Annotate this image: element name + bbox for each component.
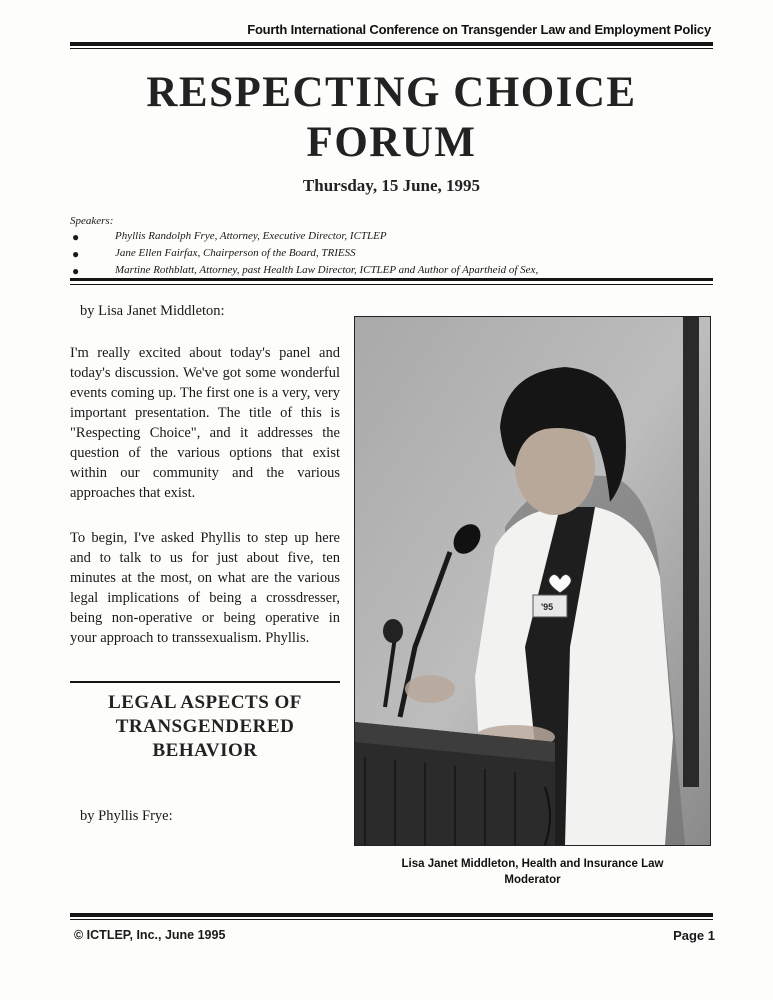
speakers-rule-thin — [70, 284, 713, 285]
paragraph-intro: I'm really excited about today's panel and today's discussion. We've got some wonderful events coming up. The first one is a very, very important presentation. The title of this is "Respecting Choice", and it addresses the question of the various options that exist within our community and the various approaches that exist. — [70, 345, 340, 501]
bullet-icon: ● — [72, 247, 80, 261]
speaker-item — [70, 247, 713, 261]
page-title — [70, 68, 713, 168]
event-date: Thursday, 15 June, 1995 — [302, 176, 481, 195]
caption-line: Lisa Janet Middleton, Health and Insurance Law — [401, 858, 664, 870]
title-line-1: RESPECTING CHOICE — [146, 69, 637, 116]
section-heading-line: TRANSGENDERED — [115, 716, 295, 737]
speaker-text: Jane Ellen Fairfax, Chairperson of the Board, TRIESS — [115, 247, 356, 259]
byline-frye: by Phyllis Frye: — [80, 808, 173, 824]
page-number — [673, 928, 715, 943]
section-heading-line: BEHAVIOR — [152, 740, 258, 761]
page-number-value: 1 — [707, 928, 715, 943]
footer-rule — [70, 913, 713, 917]
top-rule-thin — [70, 48, 713, 49]
paragraph-phyllis-intro: To begin, I've asked Phyllis to step up here and to talk to us for just about five, ten minutes at the most, on what are the various legal implications of being a crossdresser, being non-operative or being operative in your approach to transsexualism. Phyllis. — [70, 530, 340, 646]
badge-label: '95 — [541, 602, 554, 612]
bullet-icon: ● — [72, 264, 80, 278]
speaker-item — [70, 264, 713, 278]
speaker-photo — [354, 316, 711, 846]
section-heading — [70, 691, 340, 763]
section-rule — [70, 681, 340, 683]
bullet-icon: ● — [72, 230, 80, 244]
speaker-photo-image — [355, 317, 710, 845]
speaker-text: Martine Rothblatt, Attorney, past Health Law Director, ICTLEP and Author of Apartheid of Sex, — [115, 264, 539, 276]
speaker-item — [70, 230, 713, 244]
speakers-rule — [70, 278, 713, 281]
photo-caption — [354, 856, 711, 888]
page-label: Page — [673, 928, 705, 943]
speakers-label: Speakers: — [70, 215, 114, 227]
conference-header: Fourth International Conference on Transgender Law and Employment Policy — [247, 22, 711, 37]
byline-middleton: by Lisa Janet Middleton: — [80, 303, 225, 319]
footer-copyright: © ICTLEP, Inc., June 1995 — [74, 928, 226, 942]
section-heading-line: LEGAL ASPECTS OF — [108, 692, 302, 713]
speaker-text: Phyllis Randolph Frye, Attorney, Executive Director, ICTLEP — [115, 230, 387, 242]
footer-rule-thin — [70, 919, 713, 920]
caption-line: Moderator — [504, 874, 561, 886]
title-line-2: FORUM — [306, 119, 477, 166]
top-rule — [70, 42, 713, 46]
